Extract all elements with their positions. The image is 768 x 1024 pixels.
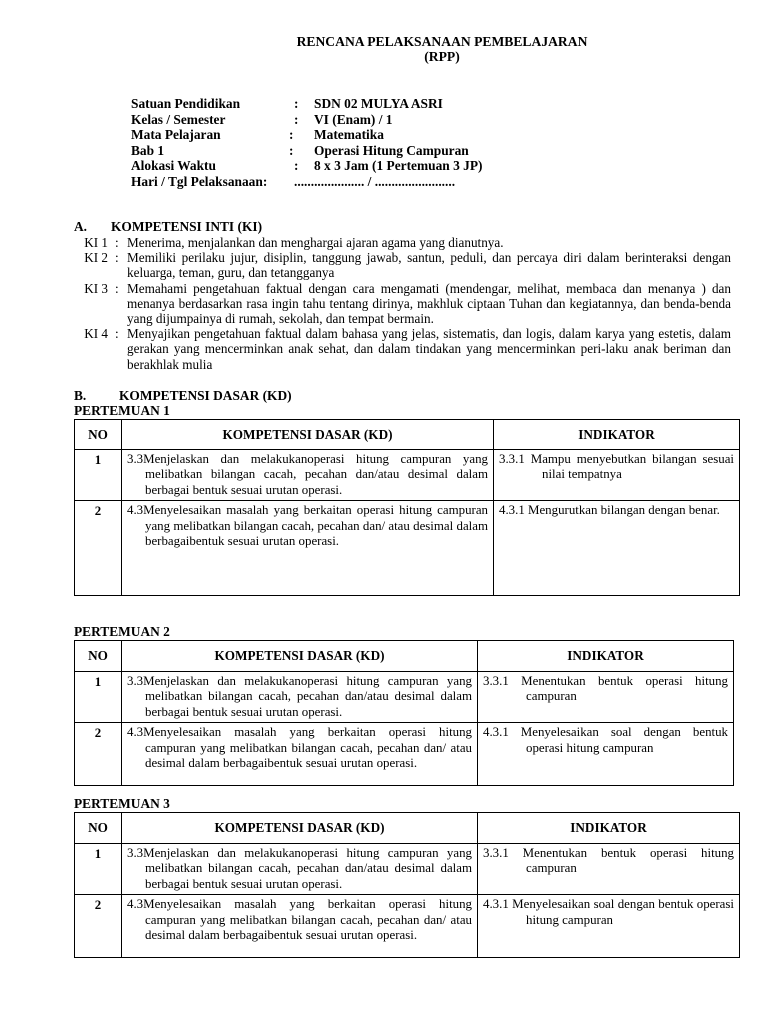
row-number: 2: [75, 895, 122, 958]
indikator-text: 4.3.1 Mengurutkan bilangan dengan benar.: [499, 503, 720, 518]
section-number: B.: [74, 388, 87, 403]
header-no: NO: [75, 420, 122, 450]
ki-code: KI 4: [84, 326, 108, 342]
section-title: KOMPETENSI DASAR (KD): [119, 388, 292, 403]
table-header-row: [75, 641, 734, 672]
ki-item: [74, 281, 731, 327]
kd-text: 3.3Menjelaskan dan melakukanoperasi hitung campuran yang melibatkan bilangan cacah, pecahan dan/atau desimal dalam berbagai bentuk sesuai urutan operasi.: [127, 674, 472, 719]
header-indikator: INDIKATOR: [478, 641, 734, 672]
meeting-2-table: [74, 640, 734, 786]
indikator-cell: [494, 450, 740, 501]
indikator-cell: [478, 672, 734, 723]
identity-value: ..................... / ........................: [294, 173, 456, 189]
kd-cell: [122, 844, 478, 895]
indikator-cell: [478, 895, 740, 958]
identity-block: [131, 96, 482, 189]
meeting-1-label: PERTEMUAN 1: [74, 403, 170, 418]
identity-value: VI (Enam) / 1: [314, 111, 393, 127]
identity-row: [131, 174, 482, 190]
identity-label: Satuan Pendidikan: [131, 96, 241, 111]
indikator-cell: [478, 844, 740, 895]
header-no: NO: [75, 641, 122, 672]
identity-label: Kelas / Semester: [131, 111, 226, 127]
table-header-row: [75, 420, 740, 450]
indikator-text: 4.3.1 Menyelesaikan soal dengan bentuk operasi hitung campuran: [483, 897, 734, 927]
identity-value: 8 x 3 Jam (1 Pertemuan 3 JP): [314, 158, 483, 173]
header-no: NO: [75, 813, 122, 844]
identity-colon: :: [294, 96, 299, 111]
ki-item: [74, 326, 731, 372]
header-kd: KOMPETENSI DASAR (KD): [122, 420, 494, 450]
identity-label: Hari / Tgl Pelaksanaan:: [131, 173, 268, 189]
meeting-3-table: [74, 812, 740, 958]
table-row: [75, 501, 740, 596]
indikator-text: 3.3.1 Mampu menyebutkan bilangan sesuai nilai tempatnya: [499, 452, 734, 482]
row-number: 2: [75, 723, 122, 786]
indikator-cell: [494, 501, 740, 596]
identity-label: Alokasi Waktu: [131, 158, 216, 173]
header-indikator: INDIKATOR: [494, 420, 740, 450]
identity-colon: :: [289, 127, 294, 142]
ki-text: Menyajikan pengetahuan faktual dalam bahasa yang jelas, sistematis, dan logis, dalam karya yang estetis, dalam gerakan yang mencerminkan anak sehat, dan dalam tindakan yang mencerminkan peri-laku anak beriman dan berakhlak mulia: [127, 326, 731, 372]
kd-cell: [122, 450, 494, 501]
ki-text: Menerima, menjalankan dan menghargai ajaran agama yang dianutnya.: [127, 235, 504, 250]
row-number: 1: [75, 450, 122, 501]
row-number: 1: [75, 672, 122, 723]
table-row: [75, 723, 734, 786]
meeting-2-label: PERTEMUAN 2: [74, 624, 170, 639]
identity-value: Matematika: [314, 127, 384, 142]
ki-list: [74, 235, 731, 372]
meeting-1-table: [74, 419, 740, 596]
kd-text: 4.3Menyelesaikan masalah yang berkaitan operasi hitung campuran yang melibatkan bilangan cacah, pecahan dan/ atau desimal dalam berbagaibentuk sesuai urutan operasi.: [127, 725, 472, 771]
identity-row: [131, 143, 482, 159]
identity-value: Operasi Hitung Campuran: [314, 142, 469, 158]
section-a-heading: [74, 219, 262, 235]
header-kd: KOMPETENSI DASAR (KD): [122, 641, 478, 672]
identity-label: Mata Pelajaran: [131, 127, 221, 142]
ki-item: [74, 235, 731, 250]
indikator-text: 3.3.1 Menentukan bentuk operasi hitung campuran: [483, 846, 734, 876]
section-b-heading: [74, 388, 292, 404]
ki-item: [74, 250, 731, 280]
table-row: [75, 450, 740, 501]
meeting-3-label: PERTEMUAN 3: [74, 796, 170, 811]
identity-row: [131, 158, 482, 174]
table-row: [75, 844, 740, 895]
identity-row: [131, 96, 482, 112]
identity-label: Bab 1: [131, 142, 165, 158]
identity-colon: :: [294, 158, 299, 173]
ki-separator: :: [115, 280, 119, 296]
section-title: KOMPETENSI INTI (KI): [111, 219, 263, 234]
table-row: [75, 895, 740, 958]
kd-cell: [122, 723, 478, 786]
kd-cell: [122, 672, 478, 723]
header-indikator: INDIKATOR: [478, 813, 740, 844]
kd-cell: [122, 501, 494, 596]
identity-colon: :: [289, 142, 294, 158]
indikator-text: 3.3.1 Menentukan bentuk operasi hitung campuran: [483, 674, 728, 704]
ki-text: Memahami pengetahuan faktual dengan cara mengamati (mendengar, melihat, membaca dan menanya ) dan menanya berdasarkan rasa ingin tahu tentang dirinya, makhluk ciptaan Tuhan dan kegiatannya, dan benda-benda yang dijumpainya di rumah, sekolah, dan tempat bermain.: [127, 280, 731, 327]
kd-text: 4.3Menyelesaikan masalah yang berkaitan operasi hitung campuran yang melibatkan bilangan cacah, pecahan dan/ atau desimal dalam berbagaibentuk sesuai urutan operasi.: [127, 897, 472, 943]
kd-cell: [122, 895, 478, 958]
table-row: [75, 672, 734, 723]
row-number: 1: [75, 844, 122, 895]
table-header-row: [75, 813, 740, 844]
indikator-text: 4.3.1 Menyelesaikan soal dengan bentuk operasi hitung campuran: [483, 725, 728, 755]
document-title: RENCANA PELAKSANAAN PEMBELAJARAN: [296, 34, 588, 49]
identity-row: [131, 127, 482, 143]
kd-text: 3.3Menjelaskan dan melakukanoperasi hitung campuran yang melibatkan bilangan cacah, pecahan dan/atau desimal dalam berbagai bentuk sesuai urutan operasi.: [127, 846, 472, 891]
identity-colon: :: [294, 111, 299, 127]
kd-text: 3.3Menjelaskan dan melakukanoperasi hitung campuran yang melibatkan bilangan cacah, pecahan dan/atau desimal dalam berbagai bentuk sesuai urutan operasi.: [127, 452, 488, 497]
row-number: 2: [75, 501, 122, 596]
ki-separator: :: [115, 326, 119, 342]
indikator-cell: [478, 723, 734, 786]
header-kd: KOMPETENSI DASAR (KD): [122, 813, 478, 844]
document-subtitle: (RPP): [424, 49, 460, 64]
ki-separator: :: [115, 250, 119, 266]
ki-separator: :: [115, 235, 119, 250]
ki-text: Memiliki perilaku jujur, disiplin, tanggung jawab, santun, peduli, dan percaya diri dalam berinteraksi dengan keluarga, teman, guru, dan tetangganya: [127, 250, 731, 281]
ki-code: KI 3: [84, 280, 108, 296]
identity-value: SDN 02 MULYA ASRI: [314, 96, 443, 111]
ki-code: KI 2: [84, 250, 108, 266]
identity-row: [131, 112, 482, 128]
kd-text: 4.3Menyelesaikan masalah yang berkaitan operasi hitung campuran yang melibatkan bilangan cacah, pecahan dan/ atau desimal dalam berbagaibentuk sesuai urutan operasi.: [127, 503, 488, 549]
ki-code: KI 1: [84, 235, 108, 250]
section-number: A.: [74, 219, 88, 234]
